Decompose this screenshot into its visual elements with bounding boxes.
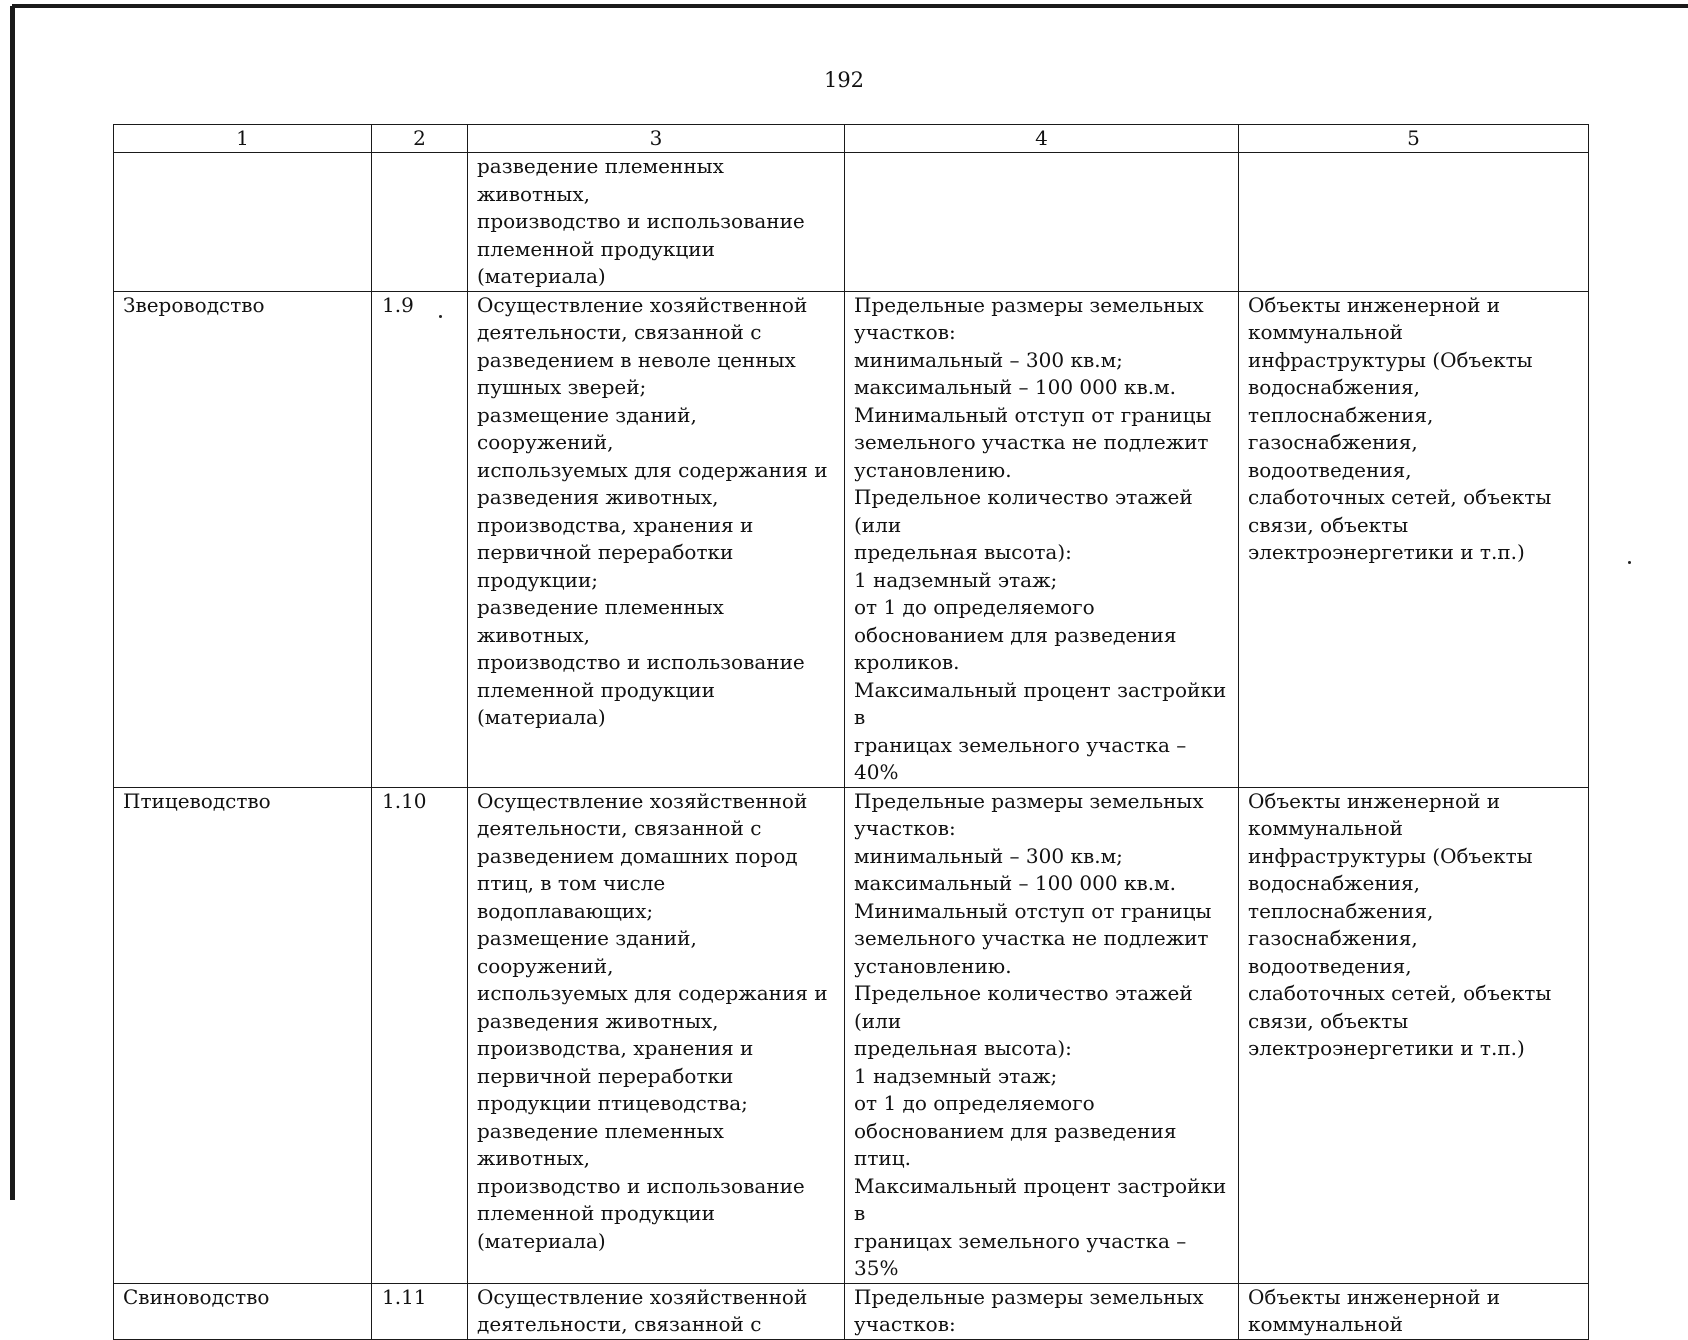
table-row-poultry-farming (114, 787, 1589, 1283)
column-header: 1 (114, 125, 372, 153)
land-use-code-cell: 1.9 (372, 291, 468, 787)
cell-text: Свиноводство (123, 1284, 270, 1309)
building-parameters-cell: Предельные размеры земельных участков: минимальный – 300 кв.м; максимальный – 100 000 кв.м. Минимальный отступ от границы земельного участка не подлежит установлению. Предельное количество этажей (или предельная высота): 1 надземный этаж; от 1 до определяемого обоснованием для разведения птиц. Максимальный процент застройки в границах земельного участка – 35% (845, 787, 1239, 1283)
cell-text: Предельные размеры земельных участков: (854, 1284, 1204, 1336)
land-use-name-cell: Птицеводство (114, 787, 372, 1283)
column-number-row (114, 125, 1589, 153)
land-use-name-cell: Звероводство (114, 291, 372, 787)
column-header: 4 (845, 125, 1239, 153)
land-use-regulations-table (113, 124, 1589, 1340)
land-use-description-cell (468, 1283, 845, 1339)
permitted-objects-cell: Объекты инженерной и коммунальной инфраструктуры (Объекты водоснабжения, теплоснабжения, газоснабжения, водоотведения, слаботочных сетей, объекты связи, объекты электроэнергетики и т.п.) (1239, 787, 1589, 1283)
cell-text: Осуществление хозяйственной деятельности, связанной с (477, 1284, 808, 1336)
scan-border-left (10, 6, 15, 1200)
table-row-fur-farming (114, 291, 1589, 787)
land-use-name-cell (114, 153, 372, 292)
permitted-objects-cell (1239, 1283, 1589, 1339)
column-header: 3 (468, 125, 845, 153)
scan-border-top (12, 4, 1688, 8)
building-parameters-cell: Предельные размеры земельных участков: минимальный – 300 кв.м; максимальный – 100 000 кв.м. Минимальный отступ от границы земельного участка не подлежит установлению. Предельное количество этажей (или предельная высота): 1 надземный этаж; от 1 до определяемого обоснованием для разведения кроликов. Максимальный процент застройки в границах земельного участка – 40% (845, 291, 1239, 787)
building-parameters-cell (845, 153, 1239, 292)
land-use-description-cell: разведение племенных животных, производство и использование племенной продукции (материала) (468, 153, 845, 292)
permitted-objects-cell: Объекты инженерной и коммунальной инфраструктуры (Объекты водоснабжения, теплоснабжения, газоснабжения, водоотведения, слаботочных сетей, объекты связи, объекты электроэнергетики и т.п.) (1239, 291, 1589, 787)
building-parameters-cell (845, 1283, 1239, 1339)
land-use-description-cell: Осуществление хозяйственной деятельности, связанной с разведением домашних пород птиц, в том числе водоплавающих; размещение зданий, сооружений, используемых для содержания и разведения животных, производства, хранения и первичной переработки продукции птицеводства; разведение племенных животных, производство и использование племенной продукции (материала) (468, 787, 845, 1283)
cell-text: Объекты инженерной и коммунальной (1248, 1284, 1501, 1336)
scan-speck (1628, 561, 1631, 564)
permitted-objects-cell (1239, 153, 1589, 292)
table-row-pig-farming (114, 1283, 1589, 1339)
land-use-code-cell: 1.10 (372, 787, 468, 1283)
table-row-continuation (114, 153, 1589, 292)
land-use-code-cell (372, 1283, 468, 1339)
land-use-code-cell (372, 153, 468, 292)
land-use-name-cell (114, 1283, 372, 1339)
land-use-description-cell: Осуществление хозяйственной деятельности, связанной с разведением в неволе ценных пушных зверей; размещение зданий, сооружений, используемых для содержания и разведения животных, производства, хранения и первичной переработки продукции; разведение племенных животных, производство и использование племенной продукции (материала) (468, 291, 845, 787)
page-number: 192 (823, 68, 865, 92)
column-header: 5 (1239, 125, 1589, 153)
column-header: 2 (372, 125, 468, 153)
cell-text: 1.11 (382, 1284, 427, 1309)
